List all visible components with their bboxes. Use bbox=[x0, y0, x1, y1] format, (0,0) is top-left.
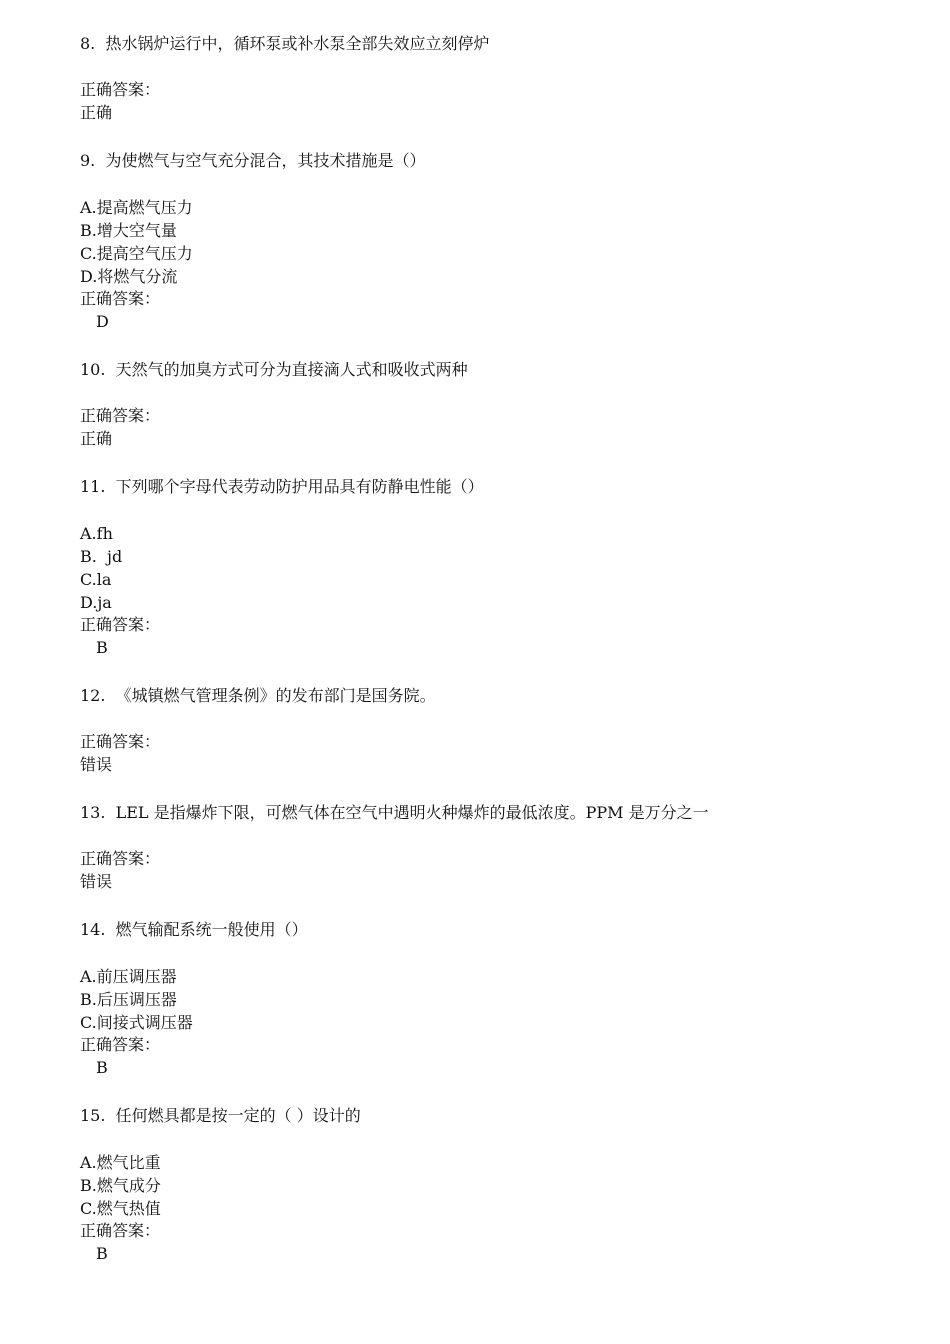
answer-value: D bbox=[96, 312, 109, 331]
question-12 bbox=[80, 684, 900, 776]
question-13 bbox=[80, 801, 900, 893]
question-stem: 10. 天然气的加臭方式可分为直接滴人式和吸收式两种 bbox=[80, 360, 468, 379]
question-15 bbox=[80, 1104, 900, 1265]
option-b: B.燃气成分 bbox=[80, 1176, 161, 1195]
option-c: C.提高空气压力 bbox=[80, 244, 193, 263]
option-a: A.燃气比重 bbox=[80, 1153, 161, 1172]
question-10 bbox=[80, 358, 900, 450]
option-a: A.fh bbox=[80, 524, 113, 543]
option-c: C.燃气热值 bbox=[80, 1199, 161, 1218]
answer-value: 正确 bbox=[80, 429, 113, 448]
answer-label: 正确答案： bbox=[80, 615, 161, 634]
question-11 bbox=[80, 475, 900, 659]
question-stem: 8. 热水锅炉运行中，循环泵或补水泵全部失效应立刻停炉 bbox=[80, 34, 490, 53]
question-9 bbox=[80, 149, 900, 333]
question-stem: 14. 燃气输配系统一般使用（） bbox=[80, 920, 308, 939]
answer-value: B bbox=[96, 638, 108, 657]
option-a: A.前压调压器 bbox=[80, 967, 177, 986]
question-stem: 11. 下列哪个字母代表劳动防护用品具有防静电性能（） bbox=[80, 477, 484, 496]
option-c: C.la bbox=[80, 570, 112, 589]
answer-label: 正确答案： bbox=[80, 849, 161, 868]
answer-value: B bbox=[96, 1058, 108, 1077]
question-stem: 15. 任何燃具都是按一定的（ ）设计的 bbox=[80, 1106, 361, 1125]
option-b: B.增大空气量 bbox=[80, 221, 177, 240]
answer-label: 正确答案： bbox=[80, 1035, 161, 1054]
answer-value: B bbox=[96, 1244, 108, 1263]
answer-label: 正确答案： bbox=[80, 289, 161, 308]
answer-label: 正确答案： bbox=[80, 732, 161, 751]
option-d: D.将燃气分流 bbox=[80, 267, 178, 286]
question-14 bbox=[80, 918, 900, 1079]
question-stem: 12. 《城镇燃气管理条例》的发布部门是国务院。 bbox=[80, 686, 436, 705]
option-c: C.间接式调压器 bbox=[80, 1013, 193, 1032]
option-b: B.后压调压器 bbox=[80, 990, 177, 1009]
option-b: B. jd bbox=[80, 547, 123, 566]
question-8 bbox=[80, 32, 900, 124]
answer-label: 正确答案： bbox=[80, 80, 161, 99]
answer-label: 正确答案： bbox=[80, 1221, 161, 1240]
answer-label: 正确答案： bbox=[80, 406, 161, 425]
question-stem: 9. 为使燃气与空气充分混合，其技术措施是（） bbox=[80, 151, 426, 170]
exam-page bbox=[80, 32, 900, 1265]
answer-value: 错误 bbox=[80, 755, 113, 774]
option-d: D.ja bbox=[80, 593, 112, 612]
option-a: A.提高燃气压力 bbox=[80, 198, 193, 217]
question-stem: 13. LEL 是指爆炸下限，可燃气体在空气中遇明火种爆炸的最低浓度。PPM 是万分之一 bbox=[80, 803, 709, 822]
answer-value: 错误 bbox=[80, 872, 113, 891]
answer-value: 正确 bbox=[80, 103, 113, 122]
